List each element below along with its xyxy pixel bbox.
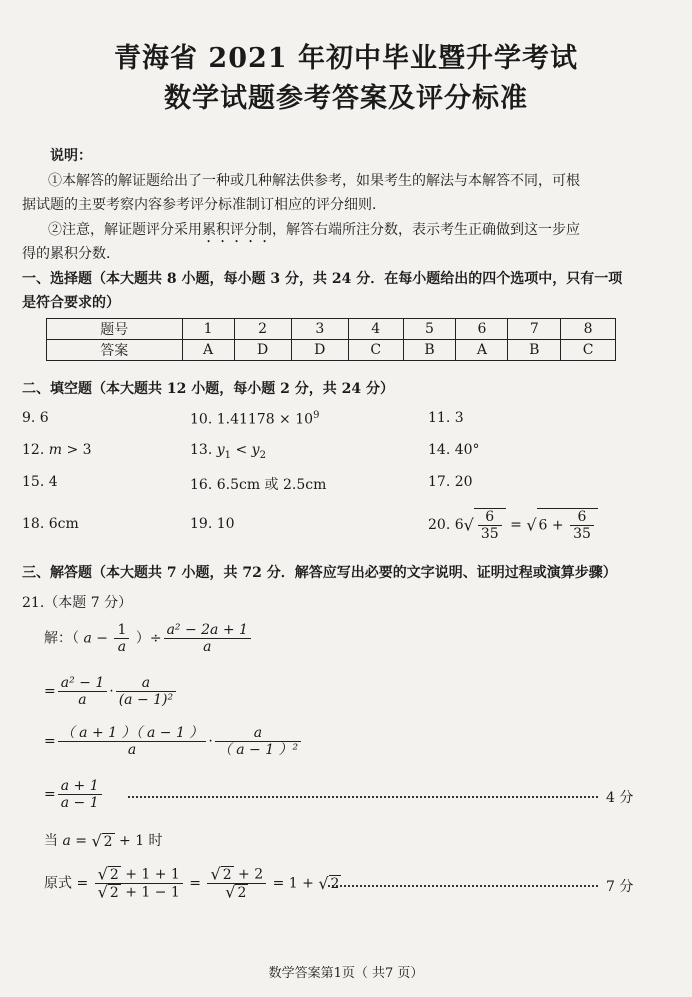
question-number: 8: [561, 319, 616, 340]
radical-sign-icon: √: [526, 515, 537, 535]
answer-cell: B: [508, 340, 561, 361]
note-2-suffix: ，解答右端所注分数，表示考生正确做到这一步应: [272, 222, 580, 238]
radicand: 2: [109, 867, 119, 883]
radical-sign-icon: √: [91, 831, 102, 851]
paren-open: （: [72, 630, 84, 647]
answer-q19: 19. 10: [190, 516, 235, 532]
q20-inner: 6 +: [538, 517, 569, 534]
q12-number: 12.: [22, 442, 45, 458]
question-number: 5: [403, 319, 456, 340]
answer-q12: [22, 442, 92, 458]
denominator: a: [203, 639, 212, 655]
q10-base: 10. 1.41178 × 10: [190, 411, 314, 428]
answer-cell: C: [348, 340, 403, 361]
notes-heading: 说明：: [50, 148, 92, 164]
solution-line-4: [44, 778, 104, 811]
denominator: a: [117, 639, 127, 655]
fraction-simplified-2: [207, 866, 266, 901]
answer-q13: [190, 442, 266, 461]
answer-cell: D: [234, 340, 291, 361]
q13-y1: y: [216, 442, 225, 458]
numerator-rest: + 1 + 1: [120, 866, 180, 883]
substitution-line: [44, 866, 341, 901]
radical-sign-icon: √: [225, 882, 236, 902]
var-a: a: [83, 630, 92, 647]
q13-sub1: 1: [224, 449, 232, 461]
answer-cell: D: [291, 340, 348, 361]
denominator: [207, 884, 266, 901]
fraction-simplified: [58, 778, 102, 811]
numerator-rest: + 2: [233, 866, 264, 883]
answer-cell: C: [561, 340, 616, 361]
fraction-1-over-a: [114, 622, 129, 655]
q12-rest: > 3: [62, 442, 92, 458]
numerator: [95, 866, 183, 884]
condition-when: 当: [44, 833, 58, 849]
row-label-answer: 答案: [47, 340, 183, 361]
denominator: a − 1: [60, 795, 99, 811]
solution-line-2: [44, 675, 178, 708]
denominator: （ a − 1 ）²: [217, 742, 299, 758]
q13-sub2: 2: [259, 449, 266, 461]
paren-close-divide: ）÷: [131, 630, 162, 647]
solution-label: 解：: [44, 630, 72, 647]
answer-q20: [428, 508, 598, 542]
page-title: 青海省 2021 年初中毕业暨升学考试: [114, 43, 578, 74]
solution-line-1: [44, 622, 253, 655]
denominator: [95, 884, 183, 901]
original-expression-label: 原式 =: [44, 875, 89, 892]
page-subtitle: 数学试题参考答案及评分标准: [164, 83, 528, 114]
answer-q15: 15. 4: [22, 474, 58, 490]
multiply-dot: ·: [208, 733, 213, 750]
solution-line-3: [44, 725, 303, 758]
denominator: a: [127, 742, 137, 758]
section-1-heading-line-2: 是符合要求的）: [22, 295, 120, 311]
q13-number: 13.: [190, 442, 213, 458]
denominator-rest: + 1 − 1: [120, 884, 180, 901]
fraction-a-over-square: [116, 675, 176, 708]
note-1-line-2: 据试题的主要考察内容参考评分标准制订相应的评分细则．: [22, 197, 386, 213]
numerator: （ a + 1 ）（ a − 1 ）: [58, 725, 207, 742]
denominator: a: [78, 692, 87, 708]
numerator: a² − 2a + 1: [164, 622, 251, 639]
q20-coefficient: 6: [454, 517, 464, 533]
note-2-emphasis: 累积评分制: [202, 222, 272, 238]
equals: =: [189, 875, 202, 892]
numerator: 1: [114, 622, 129, 639]
answer-q18: 18. 6cm: [22, 516, 79, 532]
condition-line: [44, 830, 163, 851]
q20-number: 20.: [428, 517, 451, 533]
q20-numerator: 6: [478, 509, 502, 526]
section-3-heading: 三、解答题（本大题共 7 小题，共 72 分．解答应写出必要的文字说明、证明过程或演算步骤）: [22, 565, 617, 581]
row-label-number: 题号: [47, 319, 183, 340]
numerator: a: [215, 725, 301, 742]
q13-lt: <: [231, 442, 252, 458]
note-2-prefix: ②注意，解证题评分采用: [48, 222, 202, 238]
section-2-heading: 二、填空题（本大题共 12 小题，每小题 2 分，共 24 分）: [22, 381, 394, 397]
q20-equals: =: [505, 517, 527, 533]
radicand: 2: [109, 885, 119, 901]
radicand: 2: [237, 885, 247, 901]
note-1-line-1: ①本解答的解证题给出了一种或几种解法供参考，如果考生的解法与本解答不同，可根: [48, 173, 580, 189]
note-2-line-2: 得的累积分数．: [22, 246, 120, 262]
numerator: a: [116, 675, 176, 692]
equals: =: [44, 683, 56, 700]
question-number: 2: [234, 319, 291, 340]
radical-sign-icon: √: [210, 864, 221, 884]
q12-variable: m: [48, 442, 62, 458]
fraction-a2-minus-1: [58, 675, 108, 708]
table-row-answers: [47, 340, 616, 361]
multiply-dot: ·: [109, 683, 114, 700]
answer-cell: B: [403, 340, 456, 361]
choice-answer-table: [46, 318, 616, 361]
numerator: [207, 866, 266, 884]
question-number: 3: [291, 319, 348, 340]
condition-rest: + 1 时: [114, 833, 163, 849]
score-4: 4 分: [606, 790, 634, 806]
q20-fraction-2: [570, 509, 594, 542]
answer-q10: [190, 410, 319, 428]
numerator: a + 1: [58, 778, 102, 795]
radicand: 2: [330, 876, 340, 892]
q13-y2: y: [251, 442, 260, 458]
result-prefix: = 1 +: [272, 875, 319, 892]
minus: −: [91, 630, 113, 647]
dot-leader: [328, 885, 598, 887]
question-number: 4: [348, 319, 403, 340]
q20-numerator-2: 6: [570, 509, 594, 526]
denominator: (a − 1)²: [118, 692, 174, 708]
question-number: 7: [508, 319, 561, 340]
answer-q16: 16. 6.5cm 或 2.5cm: [190, 477, 327, 493]
radicand: 2: [222, 867, 232, 883]
condition-a: a =: [58, 833, 92, 849]
table-row-numbers: [47, 319, 616, 340]
radicand: 2: [103, 833, 113, 850]
question-number: 6: [456, 319, 508, 340]
radical-sign-icon: √: [97, 882, 108, 902]
answer-q9: 9. 6: [22, 410, 49, 426]
question-number: 1: [182, 319, 234, 340]
q20-fraction: [478, 509, 502, 542]
numerator: a² − 1: [58, 675, 108, 692]
answer-cell: A: [456, 340, 508, 361]
fraction-a-over-square-2: [215, 725, 301, 758]
score-7: 7 分: [606, 879, 634, 895]
radical-sign-icon: √: [318, 874, 329, 893]
answer-q14: 14. 40°: [428, 442, 480, 458]
radical-sign-icon: √: [463, 515, 474, 535]
q10-exponent: 9: [313, 410, 320, 421]
section-1-heading-line-1: 一、选择题（本大题共 8 小题，每小题 3 分，共 24 分．在每小题给出的四个选项中，只有一项: [22, 271, 623, 287]
answer-q17: 17. 20: [428, 474, 473, 490]
answer-cell: A: [182, 340, 234, 361]
equals: =: [44, 786, 56, 803]
q21-title: 21.（本题 7 分）: [22, 595, 133, 611]
radical-sign-icon: √: [97, 864, 108, 884]
answer-q11: 11. 3: [428, 410, 464, 426]
q20-radicand-2: [537, 508, 598, 542]
fraction-quadratic: [164, 622, 251, 655]
q20-denominator: 35: [480, 526, 499, 542]
fraction-substituted: [95, 866, 183, 901]
equals: =: [44, 733, 56, 750]
q20-denominator-2: 35: [573, 526, 591, 542]
note-2-line-1: [48, 219, 580, 246]
dot-leader: [128, 796, 598, 798]
fraction-factored: [58, 725, 207, 758]
q20-radicand: [474, 508, 506, 542]
page-footer: 数学答案第1页（ 共7 页）: [268, 966, 424, 981]
